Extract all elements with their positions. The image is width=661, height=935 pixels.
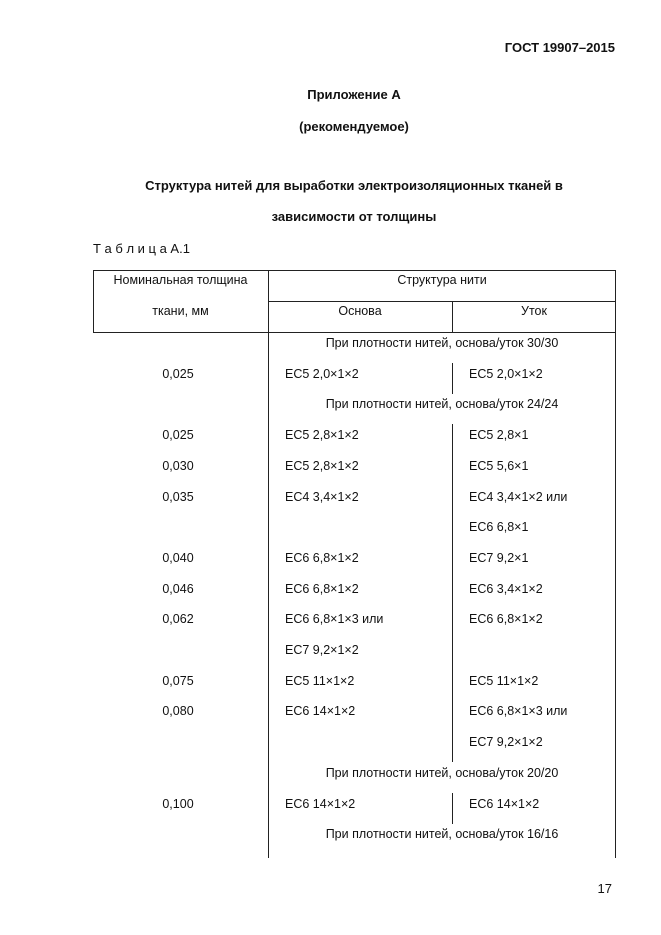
section-title-line1: Структура нитей для выработки электроизоляционных тканей в: [145, 178, 563, 193]
cell-weft: ЕС5 5,6×1: [469, 459, 529, 473]
table-subheader-divider: [268, 301, 616, 302]
cell-thickness: 0,025: [162, 428, 194, 442]
warp-weft-divider: [452, 608, 453, 639]
header-thickness-line1: Номинальная толщина: [113, 273, 248, 287]
warp-weft-divider: [452, 455, 453, 486]
table-top-border: [93, 270, 616, 271]
group-header-row: При плотности нитей, основа/уток 24/24: [325, 397, 559, 411]
header-thickness-line2: ткани, мм: [152, 304, 209, 318]
warp-weft-divider: [452, 486, 453, 517]
group-header-row: При плотности нитей, основа/уток 16/16: [325, 827, 559, 841]
cell-weft: ЕС6 14×1×2: [469, 797, 540, 811]
cell-warp: ЕС7 9,2×1×2: [285, 643, 359, 657]
warp-weft-divider: [452, 793, 453, 824]
warp-weft-divider: [452, 670, 453, 701]
warp-weft-divider: [452, 547, 453, 578]
cell-thickness: 0,046: [162, 582, 194, 596]
cell-weft: ЕС4 3,4×1×2 или: [469, 490, 568, 504]
cell-thickness: 0,075: [162, 674, 194, 688]
cell-weft: ЕС6 6,8×1: [469, 520, 529, 534]
cell-warp: ЕС6 14×1×2: [285, 704, 356, 718]
warp-weft-divider: [452, 578, 453, 609]
warp-weft-divider: [452, 516, 453, 547]
cell-weft: ЕС5 11×1×2: [469, 674, 539, 688]
cell-warp: ЕС5 11×1×2: [285, 674, 355, 688]
warp-weft-divider: [452, 731, 453, 762]
warp-weft-divider: [452, 363, 453, 394]
cell-warp: ЕС6 6,8×1×3 или: [285, 612, 384, 626]
standard-code: ГОСТ 19907–2015: [504, 40, 615, 55]
warp-weft-divider: [452, 700, 453, 731]
cell-warp: ЕС4 3,4×1×2: [285, 490, 359, 504]
cell-thickness: 0,100: [162, 797, 194, 811]
cell-thickness: 0,040: [162, 551, 194, 565]
cell-thickness: 0,030: [162, 459, 194, 473]
warp-weft-divider: [452, 639, 453, 670]
appendix-note: (рекомендуемое): [299, 119, 409, 134]
cell-warp: ЕС5 2,0×1×2: [285, 367, 359, 381]
cell-weft: ЕС6 6,8×1×3 или: [469, 704, 568, 718]
header-structure: Структура нити: [397, 273, 487, 287]
cell-weft: ЕС5 2,0×1×2: [469, 367, 543, 381]
cell-weft: ЕС5 2,8×1: [469, 428, 529, 442]
cell-thickness: 0,062: [162, 612, 194, 626]
header-warp: Основа: [338, 304, 382, 318]
group-header-row: При плотности нитей, основа/уток 30/30: [325, 336, 559, 350]
page-number: 17: [597, 881, 612, 896]
cell-thickness: 0,035: [162, 490, 194, 504]
cell-warp: ЕС5 2,8×1×2: [285, 428, 359, 442]
cell-weft: ЕС6 3,4×1×2: [469, 582, 543, 596]
table-caption: Т а б л и ц а А.1: [93, 241, 190, 256]
header-weft: Уток: [521, 304, 547, 318]
section-title-line2: зависимости от толщины: [271, 209, 437, 224]
appendix-title: Приложение А: [307, 87, 401, 102]
cell-weft: ЕС7 9,2×1: [469, 551, 529, 565]
warp-weft-divider: [452, 424, 453, 455]
table-header-bottom: [93, 332, 616, 333]
cell-warp: ЕС6 6,8×1×2: [285, 551, 359, 565]
cell-warp: ЕС6 6,8×1×2: [285, 582, 359, 596]
cell-weft: ЕС7 9,2×1×2: [469, 735, 543, 749]
cell-warp: ЕС5 2,8×1×2: [285, 459, 359, 473]
cell-thickness: 0,025: [162, 367, 194, 381]
cell-thickness: 0,080: [162, 704, 194, 718]
group-header-row: При плотности нитей, основа/уток 20/20: [325, 766, 559, 780]
cell-warp: ЕС6 14×1×2: [285, 797, 356, 811]
cell-weft: ЕС6 6,8×1×2: [469, 612, 543, 626]
